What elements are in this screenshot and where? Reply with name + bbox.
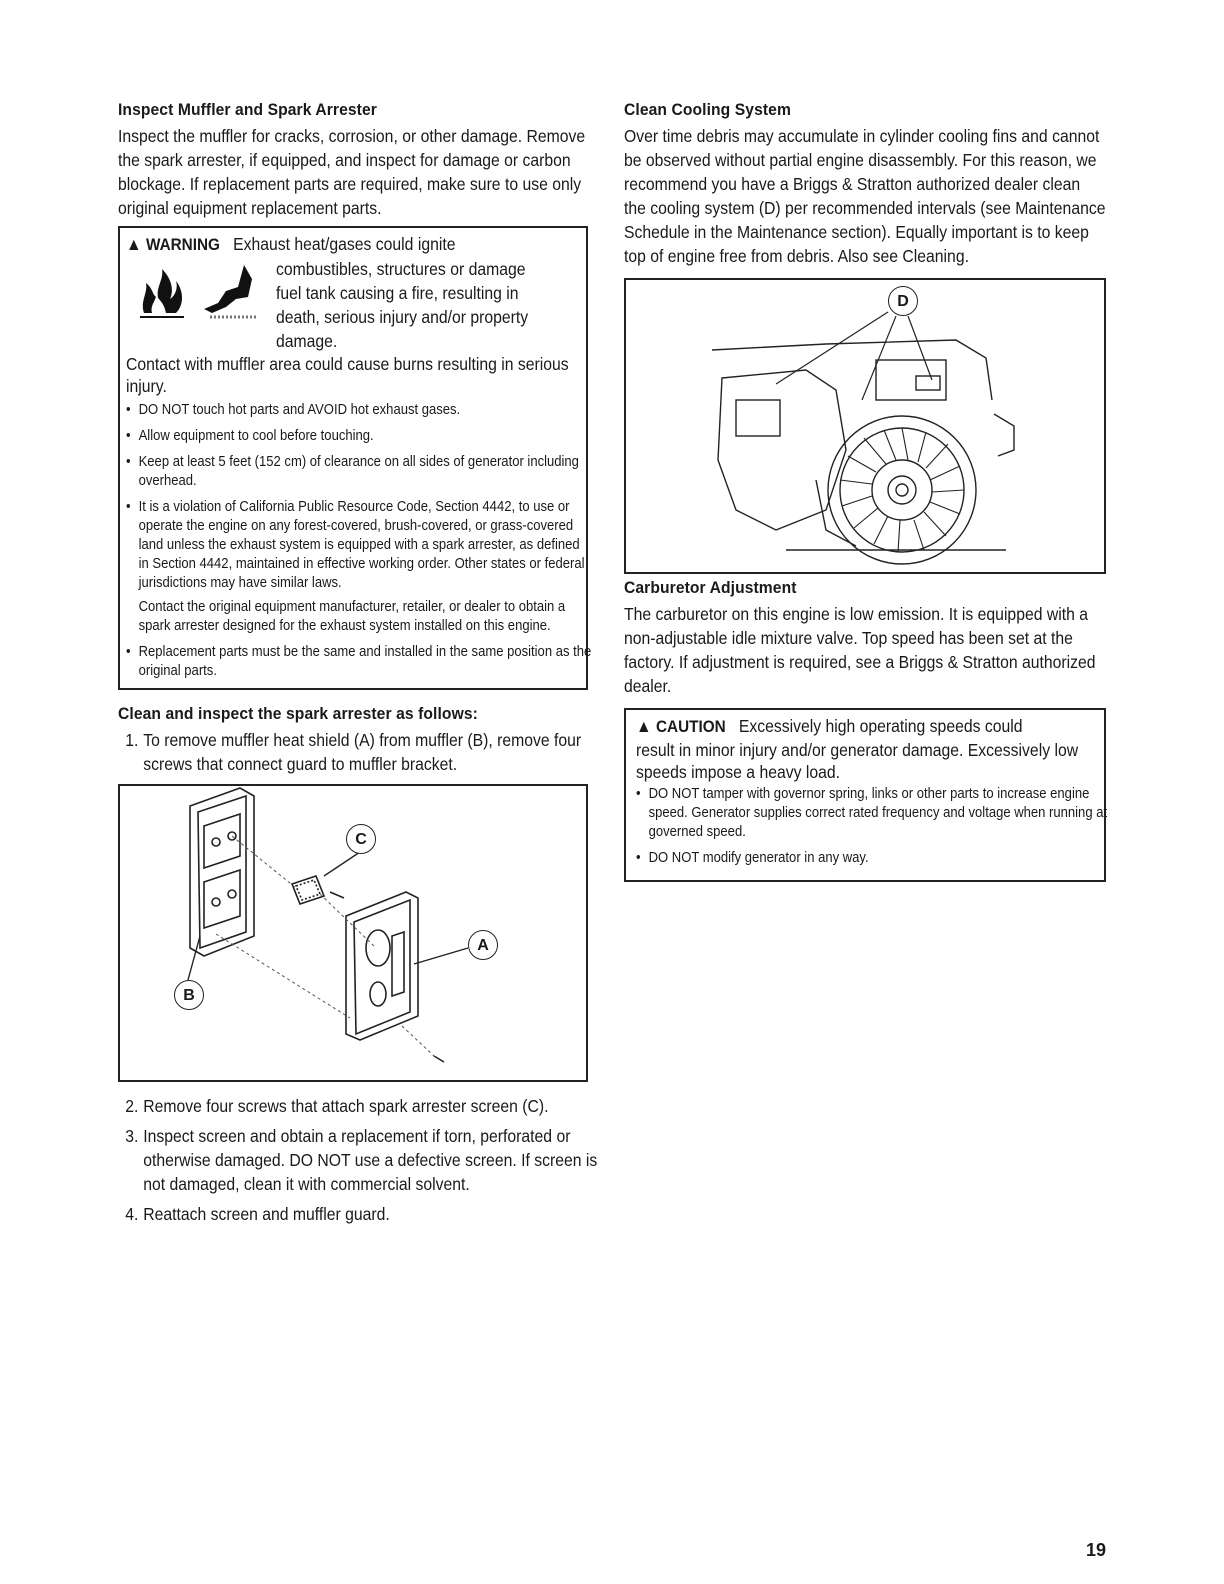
carburetor-paragraph: The carburetor on this engine is low emission. It is equipped with a non-adjustable idle mixture valve. Top speed has been set at the factory. If adjustment is required, see a Briggs & Stratton authorized dealer. (624, 604, 1096, 696)
warning-bullet: • Keep at least 5 feet (152 cm) of clearance on all sides of generator including overhead. (126, 453, 592, 491)
engine-figure (624, 278, 1106, 574)
caution-triangle-icon: ▲ (636, 716, 652, 736)
warning-hazard-text: combustibles, structures or damage fuel tank causing a fire, resulting in death, serious injury and/or property damage. (276, 259, 529, 351)
step-item (118, 1124, 613, 1196)
step-item (118, 728, 613, 776)
warning-bullet-list (126, 401, 585, 593)
fire-explosion-icon (126, 257, 276, 327)
muffler-paragraph: Inspect the muffler for cracks, corrosion, or other damage. Remove the spark arrester, if equipped, and inspect for damage or carbon blockage. If replacement parts are required, make sure to use only original equipment replacement parts. (118, 126, 586, 218)
engine-cooling-illustration (626, 280, 1104, 572)
cooling-heading: Clean Cooling System (624, 100, 791, 119)
warning-bullet: • Allow equipment to cool before touching. (126, 427, 592, 446)
step-item (118, 1202, 613, 1226)
muffler-heading: Inspect Muffler and Spark Arrester (118, 100, 377, 119)
warning-triangle-icon: ▲ (126, 234, 142, 254)
step-text: Reattach screen and muffler guard. (143, 1204, 390, 1224)
muffler-figure (118, 784, 588, 1082)
step-text: Remove four screws that attach spark arrester screen (C). (143, 1096, 549, 1116)
caution-signal-line (636, 714, 1096, 739)
caution-bullet: • DO NOT tamper with governor spring, links or other parts to increase engine speed. Generator supplies correct rated frequency and voltage when running at governed speed. (636, 785, 1108, 842)
caution-line1: Excessively high operating speeds could (738, 716, 1023, 736)
warning-signal-word: WARNING (145, 235, 220, 254)
warning-bullet: • DO NOT touch hot parts and AVOID hot exhaust gases. (126, 401, 592, 420)
right-column (624, 100, 1106, 882)
step-text: Inspect screen and obtain a replacement if torn, perforated or otherwise damaged. DO NOT use a defective screen. If screen is not damaged, clean it with commercial solvent. (143, 1126, 598, 1194)
page-number: 19 (1086, 1540, 1107, 1560)
step-number: 2. (125, 1096, 139, 1116)
caution-bullet: • DO NOT modify generator in any way. (636, 849, 1108, 868)
callout-b: B (174, 980, 204, 1010)
step-number: 4. (125, 1204, 139, 1224)
warning-contact-text: Contact with muffler area could cause burns resulting in serious injury. (126, 354, 569, 396)
caution-text: result in minor injury and/or generator damage. Excessively low speeds impose a heavy load. (636, 740, 1079, 782)
caution-signal-word: CAUTION (655, 717, 726, 736)
clean-inspect-heading: Clean and inspect the spark arrester as follows: (118, 704, 478, 723)
carburetor-heading: Carburetor Adjustment (624, 578, 797, 597)
caution-bullet-list (636, 785, 1108, 868)
warning-bullet-list-2 (126, 643, 592, 681)
callout-c: C (346, 824, 376, 854)
step-number: 3. (125, 1126, 139, 1146)
warning-bullet: • It is a violation of California Public Resource Code, Section 4442, to use or operate the engine on any forest-covered, brush-covered, or grass-covered land unless the exhaust system is equipped with a spark arrester, as defined in Section 4442, maintained in effective working order. Other states or federal jurisdictions may have similar laws. (126, 498, 592, 593)
step-number: 1. (125, 730, 139, 750)
warning-bullet: • Replacement parts must be the same and installed in the same position as the original parts. (126, 643, 592, 681)
warning-contact-manufacturer: Contact the original equipment manufacturer, retailer, or dealer to obtain a spark arrester designed for the exhaust system installed on this engine. (138, 599, 566, 634)
caution-box (624, 708, 1106, 882)
callout-a: A (468, 930, 498, 960)
steps-list-part1 (118, 728, 588, 776)
callout-d: D (888, 286, 918, 316)
warning-line1: Exhaust heat/gases could ignite (233, 234, 456, 254)
fire-hazard-icons (126, 257, 276, 327)
warning-signal-line (126, 232, 580, 257)
step-text: To remove muffler heat shield (A) from muffler (B), remove four screws that connect guard to muffler bracket. (143, 730, 582, 774)
steps-list-part2 (118, 1094, 598, 1226)
left-column (118, 100, 598, 1232)
step-item (118, 1094, 613, 1118)
cooling-paragraph: Over time debris may accumulate in cylinder cooling fins and cannot be observed without partial engine disassembly. For this reason, we recommend you have a Briggs & Stratton authorized dealer clean the cooling system (D) per recommended intervals (see Maintenance Schedule in the Maintenance section). Equally important is to keep top of engine free from debris. Also see Cleaning. (624, 126, 1106, 266)
warning-box (118, 226, 592, 690)
